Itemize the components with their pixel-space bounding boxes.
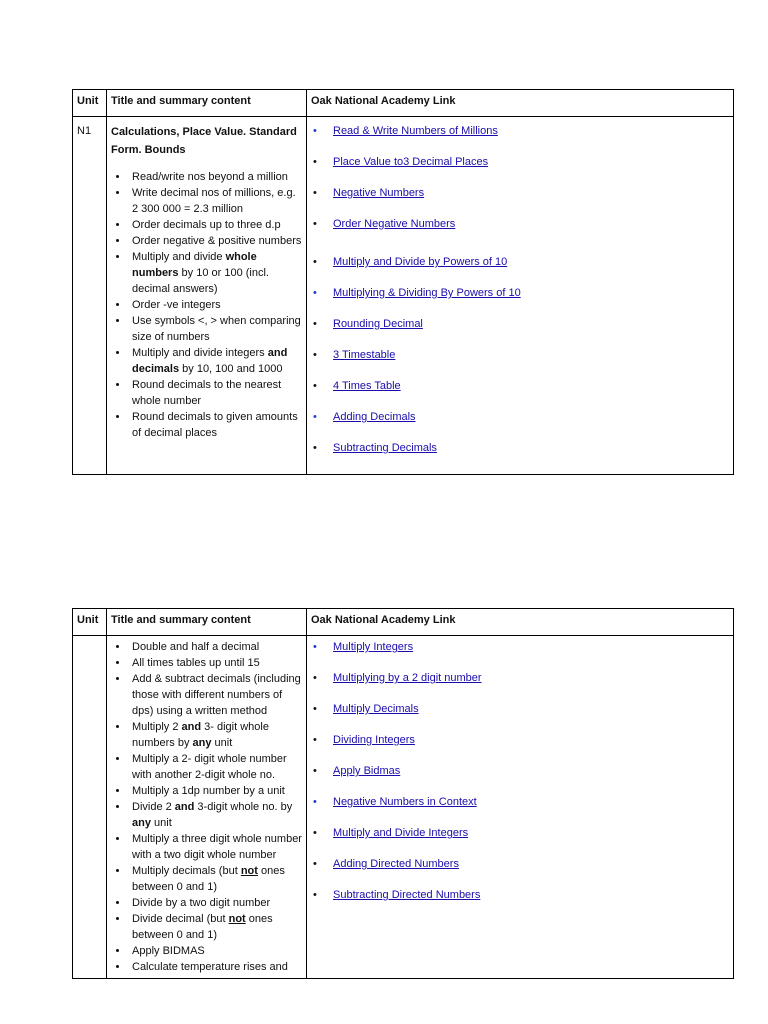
oak-link-item: [311, 887, 729, 903]
oak-link[interactable]: Place Value to3 Decimal Places: [333, 156, 489, 168]
title-summary-cell: [107, 117, 307, 475]
oak-link-item: [311, 440, 729, 456]
bullet-icon: •: [313, 672, 317, 684]
summary-list-item: • Write decimal nos of millions, e.g. 2 300 000 = 2.3 million: [129, 185, 302, 217]
bullet-icon: •: [313, 889, 317, 901]
summary-list-item: • Multiply a 2- digit whole number with another 2-digit whole no.: [129, 751, 302, 783]
bullet-icon: •: [313, 442, 317, 454]
unit-table-continued: [72, 608, 734, 979]
summary-list-item: • Apply BIDMAS: [129, 943, 302, 959]
oak-link[interactable]: Dividing Integers: [333, 734, 415, 746]
summary-list-item: • Multiply a three digit whole number with a two digit whole number: [129, 831, 302, 863]
oak-link[interactable]: Negative Numbers: [333, 187, 425, 199]
table-header-row: [73, 90, 734, 117]
oak-link[interactable]: 4 Times Table: [333, 380, 401, 392]
header-title: Title and summary content: [107, 90, 307, 117]
bullet-icon: •: [313, 349, 317, 361]
bullet-icon: •: [313, 318, 317, 330]
summary-list-item: • Multiply and divide integers and decimals by 10, 100 and 1000: [129, 345, 302, 377]
summary-content-list: [111, 169, 302, 441]
oak-link[interactable]: Multiply Integers: [333, 641, 414, 653]
oak-link-item: [311, 701, 729, 717]
oak-link[interactable]: Multiply and Divide Integers: [333, 827, 469, 839]
bullet-icon: •: [313, 411, 317, 423]
unit-table-n1: [72, 89, 734, 475]
summary-list-item: • All times tables up until 15: [129, 655, 302, 671]
oak-link[interactable]: Multiply Decimals: [333, 703, 419, 715]
bullet-icon: •: [313, 256, 317, 268]
oak-link-item: [311, 670, 729, 686]
bullet-icon: •: [313, 125, 317, 137]
oak-links-list: [311, 639, 729, 903]
summary-list-item: • Double and half a decimal: [129, 639, 302, 655]
header-title: Title and summary content: [107, 609, 307, 636]
oak-link[interactable]: Rounding Decimal: [333, 318, 423, 330]
summary-list-item: • Divide by a two digit number: [129, 895, 302, 911]
table-row: [73, 636, 734, 979]
header-unit: Unit: [73, 90, 107, 117]
summary-list-item: • Round decimals to the nearest whole number: [129, 377, 302, 409]
summary-list-item: • Order decimals up to three d.p: [129, 217, 302, 233]
oak-link-item: [311, 254, 729, 270]
oak-link-item: [311, 794, 729, 810]
summary-list-item: • Add & subtract decimals (including those with different numbers of dps) using a written method: [129, 671, 302, 719]
oak-link[interactable]: Read & Write Numbers of Millions: [333, 125, 498, 137]
summary-list-item: • Calculate temperature rises and: [129, 959, 302, 975]
bullet-icon: •: [313, 796, 317, 808]
summary-list-item: • Multiply a 1dp number by a unit: [129, 783, 302, 799]
oak-link-item: [311, 185, 729, 201]
oak-link-item: [311, 154, 729, 170]
header-link: Oak National Academy Link: [307, 609, 734, 636]
oak-link-item: [311, 732, 729, 748]
oak-link-item: [311, 763, 729, 779]
unit-code: [73, 636, 107, 979]
oak-link-item: [311, 856, 729, 872]
bullet-icon: •: [313, 765, 317, 777]
summary-list-item: • Multiply and divide whole numbers by 10 or 100 (incl. decimal answers): [129, 249, 302, 297]
summary-list-item: • Multiply decimals (but not ones between 0 and 1): [129, 863, 302, 895]
summary-list-item: • Round decimals to given amounts of decimal places: [129, 409, 302, 441]
link-cell: [307, 117, 734, 475]
bullet-icon: •: [313, 156, 317, 168]
unit-code: N1: [73, 117, 107, 475]
bullet-icon: •: [313, 734, 317, 746]
oak-link-item: [311, 378, 729, 394]
bullet-icon: •: [313, 827, 317, 839]
summary-content-list: [111, 639, 302, 975]
bullet-icon: •: [313, 641, 317, 653]
bullet-icon: •: [313, 380, 317, 392]
title-summary-cell: [107, 636, 307, 979]
table-header-row: [73, 609, 734, 636]
oak-link-item: [311, 123, 729, 139]
oak-link-item: [311, 285, 729, 301]
oak-link-item: [311, 639, 729, 655]
oak-links-list: [311, 123, 729, 456]
oak-link[interactable]: Adding Decimals: [333, 411, 416, 423]
oak-link-item: [311, 347, 729, 363]
header-link: Oak National Academy Link: [307, 90, 734, 117]
oak-link[interactable]: Multiply and Divide by Powers of 10: [333, 256, 508, 268]
oak-link[interactable]: Multiplying by a 2 digit number: [333, 672, 482, 684]
header-unit: Unit: [73, 609, 107, 636]
oak-link[interactable]: Subtracting Directed Numbers: [333, 889, 481, 901]
summary-list-item: • Multiply 2 and 3- digit whole numbers by any unit: [129, 719, 302, 751]
summary-list-item: • Divide decimal (but not ones between 0 and 1): [129, 911, 302, 943]
oak-link-item: [311, 316, 729, 332]
oak-link[interactable]: Order Negative Numbers: [333, 218, 456, 230]
summary-list-item: • Use symbols <, > when comparing size of numbers: [129, 313, 302, 345]
unit-title: Calculations, Place Value. Standard Form. Bounds: [111, 126, 297, 156]
oak-link-item: [311, 216, 729, 232]
oak-link-item: [311, 825, 729, 841]
summary-list-item: • Read/write nos beyond a million: [129, 169, 302, 185]
oak-link[interactable]: Adding Directed Numbers: [333, 858, 459, 870]
link-cell: [307, 636, 734, 979]
bullet-icon: •: [313, 287, 317, 299]
summary-list-item: • Divide 2 and 3-digit whole no. by any unit: [129, 799, 302, 831]
oak-link[interactable]: Apply Bidmas: [333, 765, 401, 777]
oak-link[interactable]: Subtracting Decimals: [333, 442, 437, 454]
oak-link-item: [311, 409, 729, 425]
summary-list-item: • Order negative & positive numbers: [129, 233, 302, 249]
bullet-icon: •: [313, 218, 317, 230]
summary-list-item: • Order -ve integers: [129, 297, 302, 313]
oak-link[interactable]: 3 Timestable: [333, 349, 396, 361]
table-row: [73, 117, 734, 475]
oak-link[interactable]: Negative Numbers in Context: [333, 796, 477, 808]
bullet-icon: •: [313, 858, 317, 870]
bullet-icon: •: [313, 703, 317, 715]
oak-link[interactable]: Multiplying & Dividing By Powers of 10: [333, 287, 521, 299]
bullet-icon: •: [313, 187, 317, 199]
